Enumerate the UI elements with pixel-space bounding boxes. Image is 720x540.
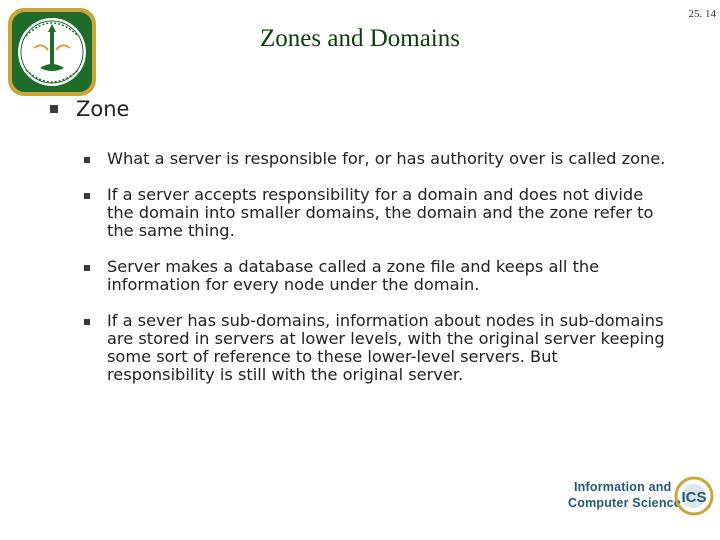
university-logo [4, 4, 100, 100]
bullet-text: If a server accepts responsibility for a domain and does not divide the domain into smaller domains, the domain and the zone refer to the same thing. [107, 185, 654, 240]
list-item [84, 150, 684, 168]
square-bullet-icon [84, 157, 90, 163]
level1-text: Zone [76, 97, 130, 121]
bullet-text: What a server is responsible for, or has authority over is called zone. [107, 149, 666, 168]
list-item [84, 312, 684, 384]
footer-line1: Information and [574, 480, 672, 494]
bullet-text: If a sever has sub-domains, information about nodes in sub-domains are stored in servers at lower levels, with the original server keeping some sort of reference to these lower-level servers. But responsibility is still with the original server. [107, 311, 665, 384]
ics-footer-logo [566, 476, 716, 536]
list-item [84, 186, 684, 240]
ics-badge-icon [672, 474, 716, 518]
list-item [84, 258, 684, 294]
page-number: 25. 14 [688, 8, 716, 20]
square-bullet-icon [84, 319, 90, 325]
bullet-text: Server makes a database called a zone file and keeps all the information for every node under the domain. [107, 257, 600, 294]
footer-line2: Computer Science [568, 496, 681, 510]
bullet-list [84, 150, 684, 402]
square-bullet-icon [84, 193, 90, 199]
square-bullet-icon [84, 265, 90, 271]
slide-title: Zones and Domains [260, 25, 460, 52]
square-bullet-icon [50, 105, 58, 113]
level1-item [50, 97, 129, 121]
badge-text: ICS [681, 489, 707, 506]
